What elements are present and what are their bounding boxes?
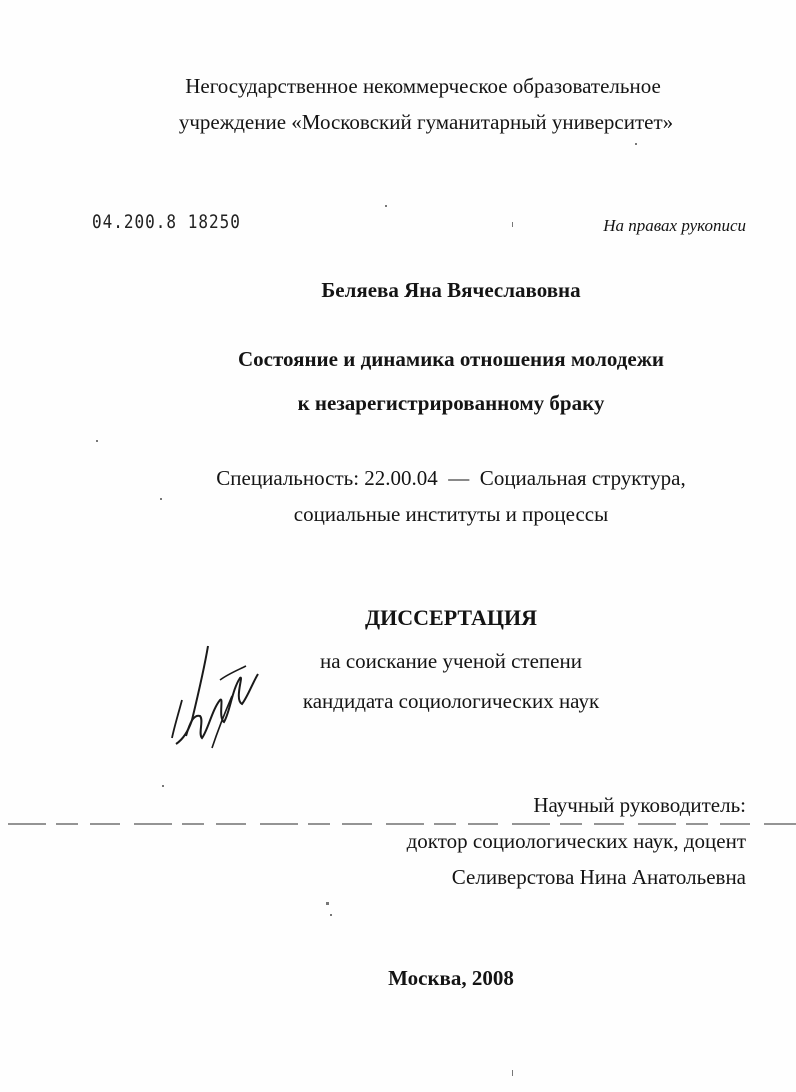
scan-speck [162,785,164,787]
institution-line-1: Негосударственное некоммерческое образовательное [185,74,661,98]
degree-line-2: кандидата социологических наук [302,689,600,713]
scan-speck [512,1070,513,1076]
registration-stamp: 04.200.8 18250 [92,210,241,233]
supervisor-label: Научный руководитель: [533,793,746,817]
place-and-year: Москва, 2008 [388,966,514,990]
supervisor-title: доктор социологических наук, доцент [406,829,746,853]
institution-line-2: учреждение «Московский гуманитарный университет» [178,110,674,134]
document-type: ДИССЕРТАЦИЯ [365,605,537,630]
scan-speck [326,902,329,905]
scan-speck [330,914,332,916]
scan-speck [96,440,98,442]
scan-speck [635,143,637,145]
degree-line-1: на соискание ученой степени [320,649,582,673]
author-name: Беляева Яна Вячеславовна [321,278,581,302]
scan-speck [160,498,162,500]
supervisor-name: Селиверстова Нина Анатольевна [451,865,746,889]
thesis-title-line-2: к незарегистрированному браку [297,391,605,415]
scan-speck [385,205,387,207]
handwritten-signature [168,640,268,750]
manuscript-rights-note: На правах рукописи [603,216,746,235]
page-divider [8,823,796,825]
scan-speck [512,222,513,227]
specialty-line-1: Специальность: 22.00.04 — Социальная структура, [216,466,686,490]
thesis-title-line-1: Состояние и динамика отношения молодежи [237,347,665,371]
specialty-line-2: социальные институты и процессы [293,502,609,526]
